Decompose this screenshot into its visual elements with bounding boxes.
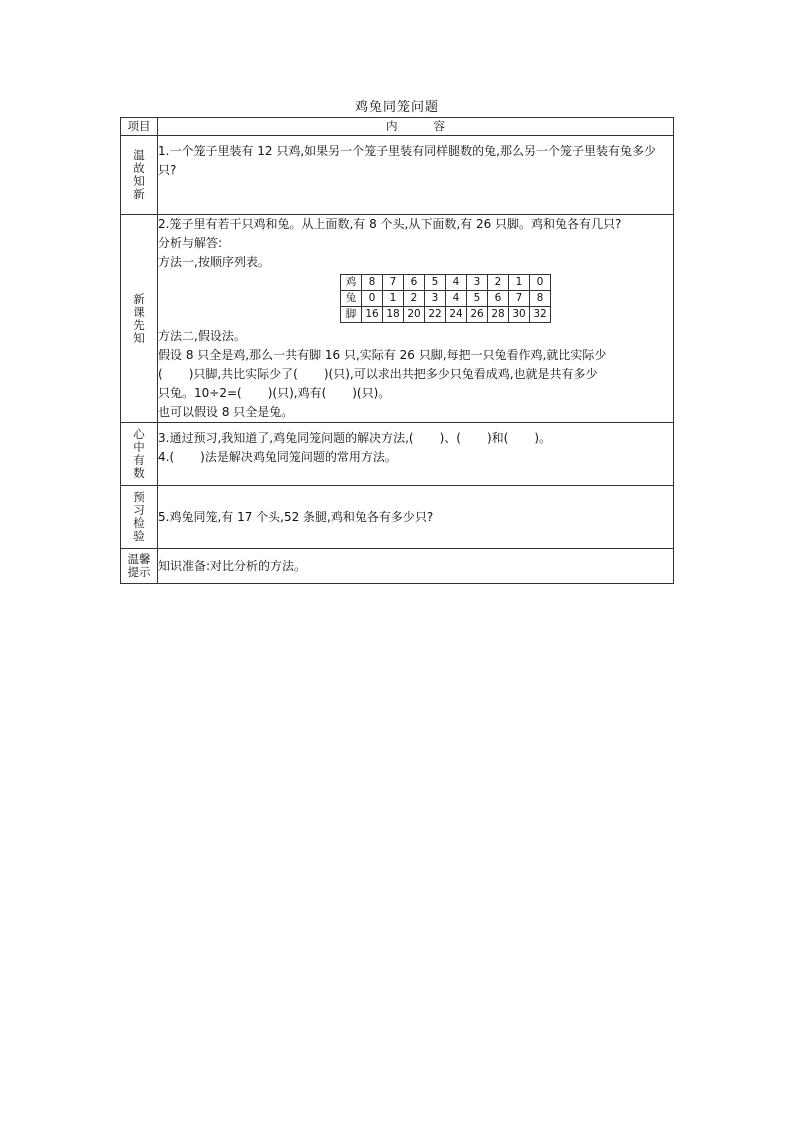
check-content — [158, 486, 674, 549]
cell: 6 — [488, 291, 509, 307]
check-label: 预 习 检 验 — [121, 486, 158, 549]
rabbit-row — [341, 291, 551, 307]
cell: 20 — [404, 307, 425, 323]
cell: 28 — [488, 307, 509, 323]
cell: 7 — [383, 275, 404, 291]
cell: 6 — [404, 275, 425, 291]
cell: 3 — [425, 291, 446, 307]
cell: 7 — [509, 291, 530, 307]
cell: 22 — [425, 307, 446, 323]
mind-label: 心 中 有 数 — [121, 423, 158, 486]
new-lesson-row — [121, 215, 674, 423]
new-lesson-content — [158, 215, 674, 423]
chicken-row — [341, 275, 551, 291]
cell: 26 — [467, 307, 488, 323]
cell: 32 — [530, 307, 551, 323]
cell: 4 — [446, 291, 467, 307]
row-label-chicken: 鸡 — [341, 275, 362, 291]
sequence-table — [340, 274, 551, 323]
document-title: 鸡兔同笼问题 — [354, 100, 439, 115]
review-content — [158, 136, 674, 215]
cell: 30 — [509, 307, 530, 323]
check-row — [121, 486, 674, 549]
tip-row — [121, 549, 674, 584]
cell: 0 — [362, 291, 383, 307]
row-label-rabbit: 兔 — [341, 291, 362, 307]
cell: 24 — [446, 307, 467, 323]
cell: 1 — [383, 291, 404, 307]
cell: 8 — [530, 291, 551, 307]
row-label-feet: 脚 — [341, 307, 362, 323]
tip-content — [158, 549, 674, 584]
tip-label: 温馨 提示 — [121, 549, 158, 584]
analysis-heading: 分析与解答: — [158, 236, 223, 250]
question-4: 4.( )法是解决鸡兔同笼问题的常用方法。 — [158, 450, 397, 464]
question-1: 1.一个笼子里装有 12 只鸡,如果另一个笼子里装有同样腿数的兔,那么另一个笼子里装有兔多少只? — [158, 144, 656, 177]
cell: 18 — [383, 307, 404, 323]
mind-row — [121, 423, 674, 486]
tip-text: 知识准备:对比分析的方法。 — [158, 558, 307, 573]
question-5: 5.鸡兔同笼,有 17 个头,52 条腿,鸡和兔各有多少只? — [158, 509, 434, 524]
cell: 3 — [467, 275, 488, 291]
new-lesson-label: 新 课 先 知 — [121, 215, 158, 423]
method-two: 方法二,假设法。 — [158, 329, 246, 343]
cell: 4 — [446, 275, 467, 291]
cell: 2 — [404, 291, 425, 307]
cell: 8 — [362, 275, 383, 291]
header-content-b: 容 — [433, 119, 445, 133]
cell: 2 — [488, 275, 509, 291]
assumption-line-2: ( )只脚,共比实际少了( )(只),可以求出共把多少只兔看成鸡,也就是共有多少 — [158, 367, 598, 381]
question-2: 2.笼子里有若干只鸡和兔。从上面数,有 8 个头,从下面数,有 26 只脚。鸡和兔各有几只? — [158, 217, 622, 231]
review-label: 温 故 知 新 — [121, 136, 158, 215]
sequence-table-wrap — [158, 274, 673, 323]
assumption-alt: 也可以假设 8 只全是兔。 — [158, 405, 294, 419]
feet-row — [341, 307, 551, 323]
method-one: 方法一,按顺序列表。 — [158, 255, 270, 269]
cell: 1 — [509, 275, 530, 291]
cell: 16 — [362, 307, 383, 323]
header-content-a: 内 — [386, 119, 398, 133]
worksheet-table — [120, 117, 674, 584]
question-3: 3.通过预习,我知道了,鸡兔同笼问题的解决方法,( )、( )和( )。 — [158, 431, 552, 445]
header-item: 项目 — [121, 118, 158, 136]
cell: 5 — [425, 275, 446, 291]
cell: 0 — [530, 275, 551, 291]
cell: 5 — [467, 291, 488, 307]
header-row — [121, 118, 674, 136]
mind-content — [158, 423, 674, 486]
header-content — [158, 118, 674, 136]
assumption-line-3: 只兔。10÷2=( )(只),鸡有( )(只)。 — [158, 386, 391, 400]
assumption-line-1: 假设 8 只全是鸡,那么一共有脚 16 只,实际有 26 只脚,每把一只兔看作鸡,就比实际少 — [158, 348, 607, 362]
review-row — [121, 136, 674, 215]
